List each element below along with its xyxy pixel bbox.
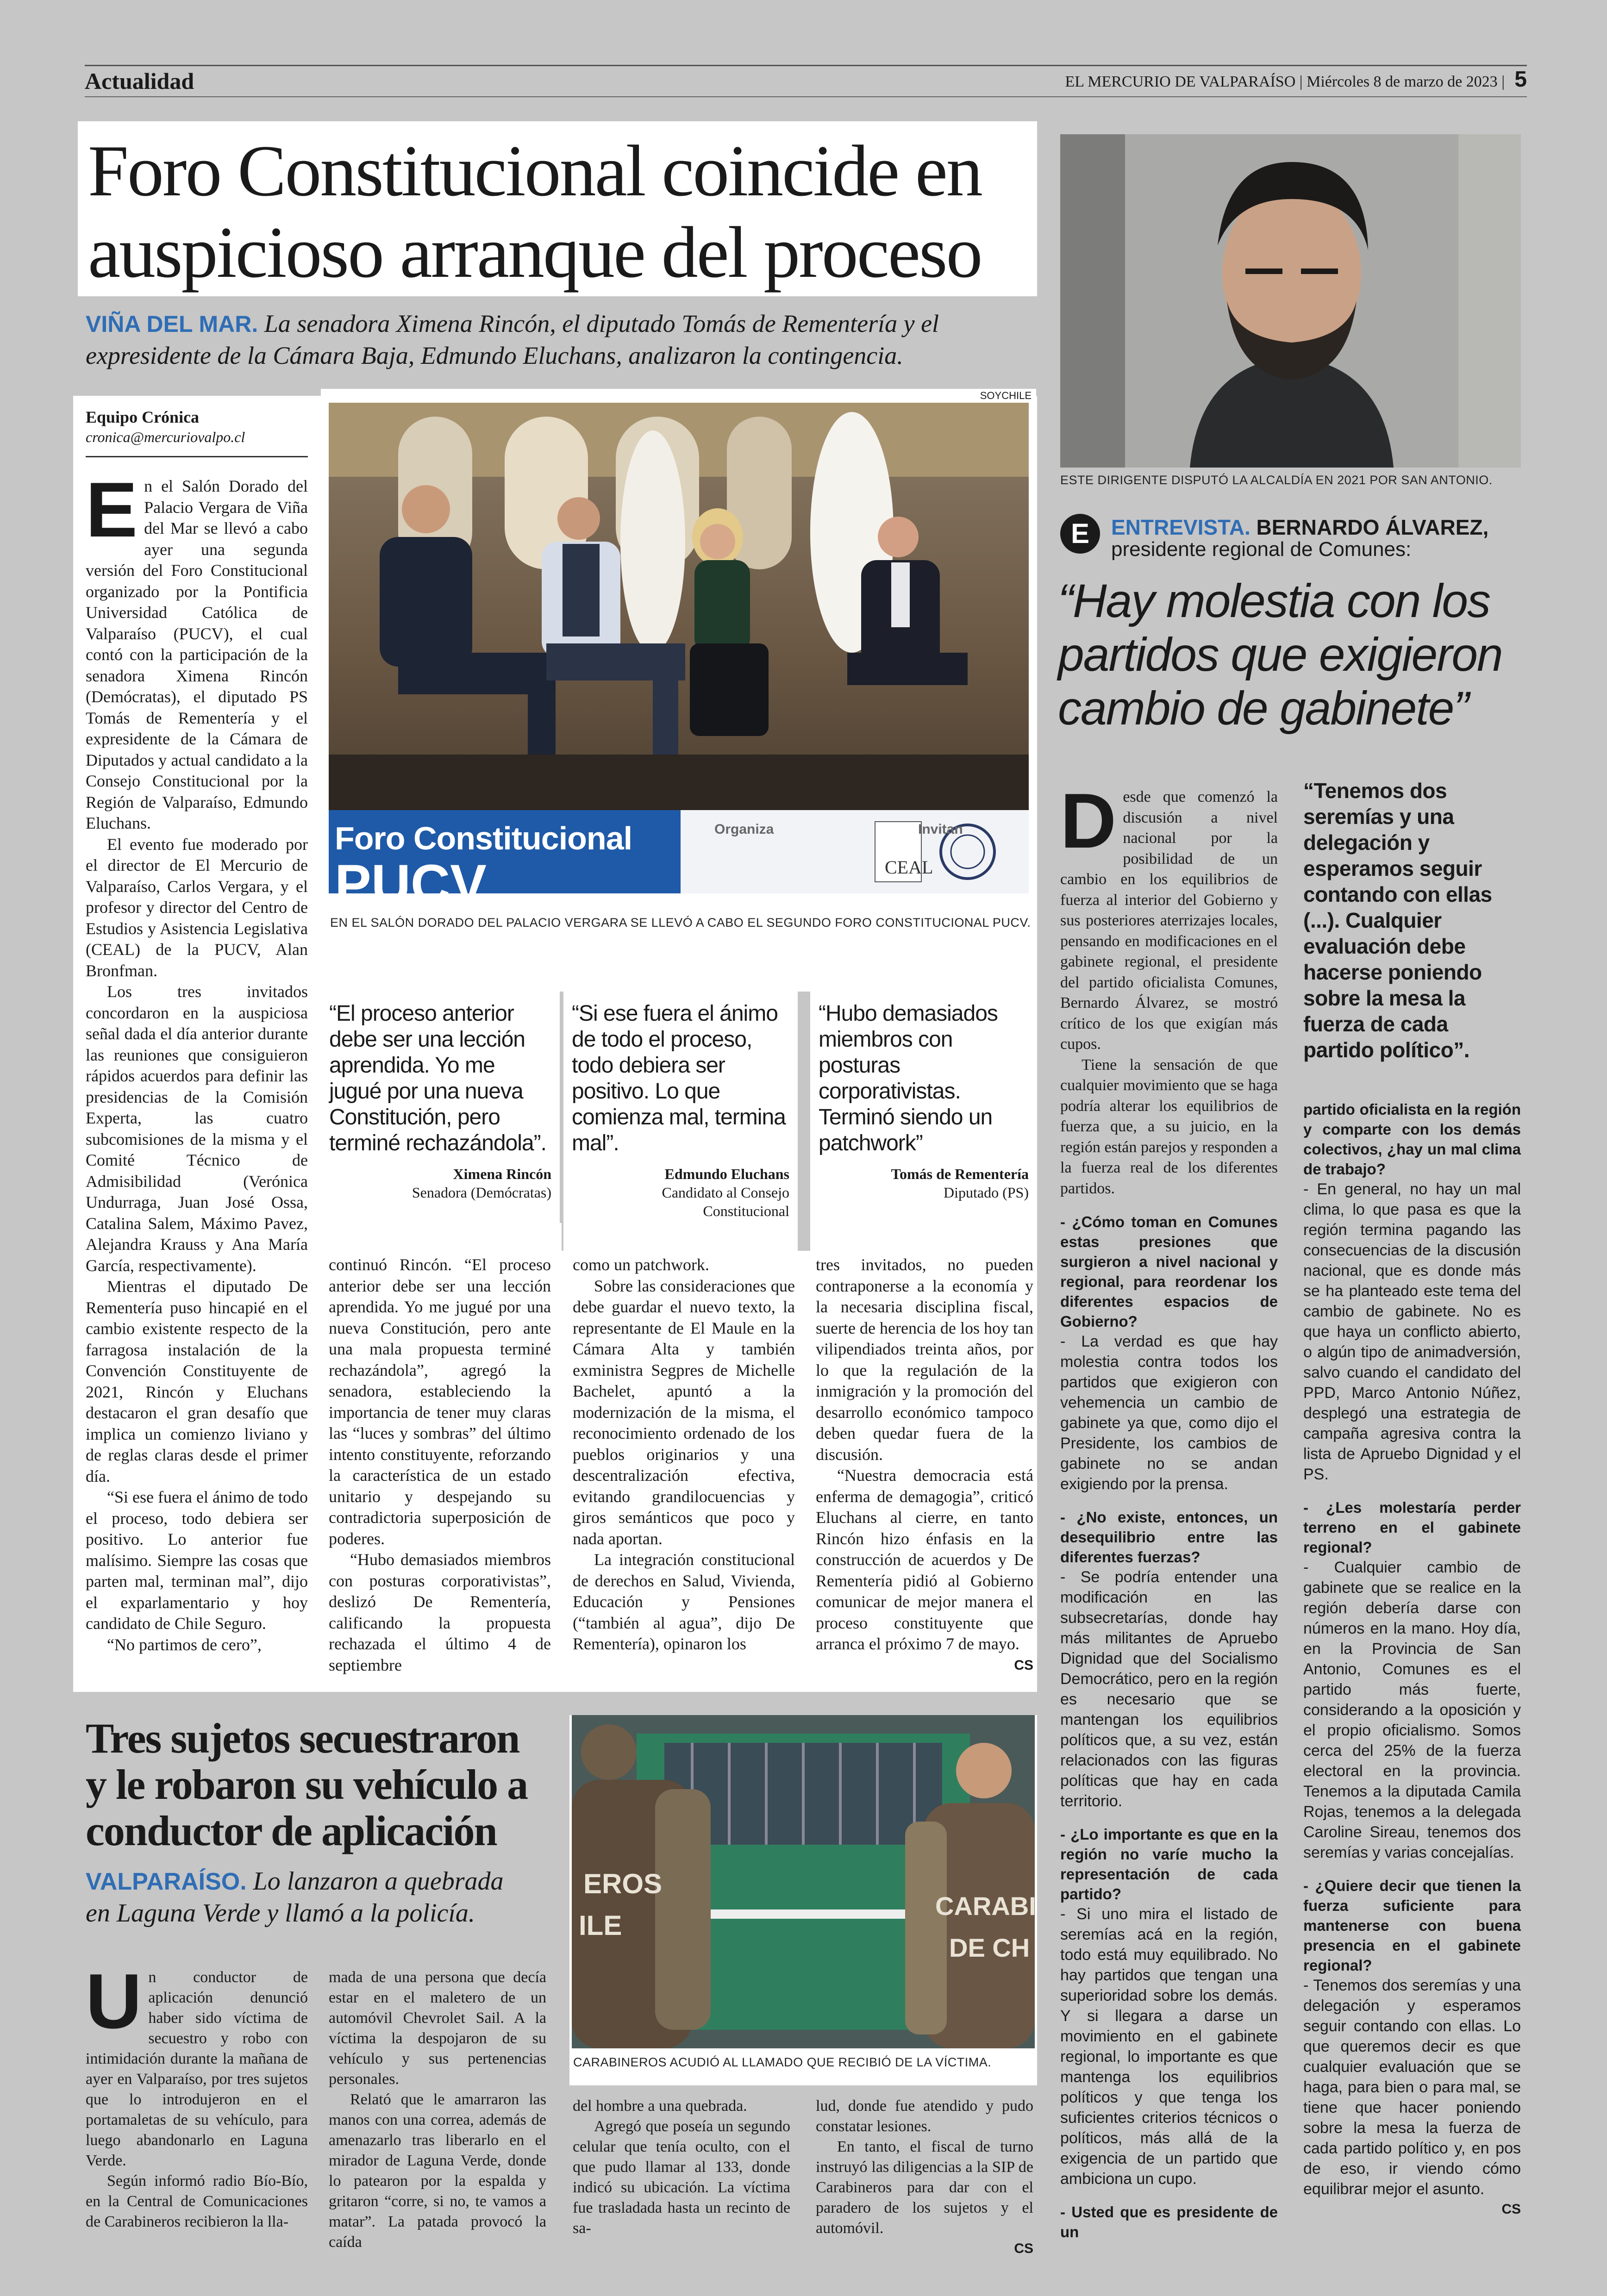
lead-place: VALPARAÍSO. <box>86 1868 247 1895</box>
quote-author-role: Diputado (PS) <box>944 1184 1029 1201</box>
page-number: 5 <box>1514 67 1527 92</box>
quote-divider <box>798 992 810 1251</box>
article2-column-3 <box>573 2096 790 2239</box>
quote-box-rincon <box>321 992 562 1223</box>
article2-column-2 <box>329 1967 546 2252</box>
masthead-info <box>1065 73 1505 91</box>
kicker-role: presidente regional de Comunes: <box>1111 538 1412 561</box>
headline-line: conductor de aplicación <box>86 1807 497 1854</box>
article1-column-4 <box>816 1254 1033 1676</box>
headline-line: auspicioso arranque del proceso <box>88 212 982 293</box>
paragraph: “Si ese fuera el ánimo de todo el proceso, todo debiera ser positivo. Lo anterior fue malísimo. Siempre las cosas que parten mal, terminan mal”, dijo el exparlamentario y hoy candidato de Chile Seguro. <box>86 1488 308 1633</box>
paragraph: como un patchwork. <box>573 1255 709 1274</box>
article2-lead <box>86 1866 563 1929</box>
vest-text: CARABI <box>935 1891 1036 1921</box>
headline-line: Tres sujetos secuestraron <box>86 1715 519 1762</box>
interview-column-2 <box>1303 1099 1521 2220</box>
kicker-name: BERNARDO ÁLVAREZ, <box>1256 515 1489 539</box>
quote-author: Edmundo Eluchans <box>664 1166 789 1182</box>
photo-caption: CARABINEROS ACUDIÓ AL LLAMADO QUE RECIBIÓ DE LA VÍCTIMA. <box>573 2055 992 2069</box>
quote-box-eluchans <box>563 992 798 1242</box>
lead-text: Lo lanzaron a quebrada <box>253 1867 504 1896</box>
banner-title-line1: Foro Constitucional <box>335 820 632 856</box>
article2-photo-frame <box>569 1715 1037 2085</box>
paragraph: esde que comenzó la discusión a nivel nacional por la posibilidad de un cambio en los equilibrios de fuerza al interior del Gobierno y sus posteriores aterrizajes locales, pensando en modificaciones en el gabinete regional, el presidente del partido oficialista Comunes, Bernardo Álvarez, se mostró crítico de los que exigían más cupos. <box>1060 788 1278 1053</box>
interview-question: - ¿Les molestaría perder terreno en el gabinete regional? <box>1303 1499 1521 1556</box>
lead-text: La senadora Ximena Rincón, el diputado Tomás de Rementería y el <box>264 310 939 337</box>
newspaper-name: EL MERCURIO DE VALPARAÍSO <box>1065 73 1296 90</box>
bernardo-alvarez-photo <box>1060 134 1521 468</box>
byline-rule <box>86 456 308 457</box>
headline-line: “Hay molestia con los <box>1058 574 1490 627</box>
paragraph: Sobre las consideraciones que debe guardar el nuevo texto, la representante de El Maule en la Cámara Alta y también exministra Segpres de Michelle Bachelet, apuntó a la modernización de la misma, el reconocimiento ordenado de los pueblos originarios y una descentralización efectiva, evitando grandilocuencias y giros semánticos que poco y nada aportan. <box>573 1276 795 1548</box>
paragraph: Tiene la sensación de que cualquier movimiento que se haga podría alterar los equilibrios de fuerza que, a su juicio, en la región están parejos y responden a la fuerza real de los diferentes partidos. <box>1060 1056 1278 1197</box>
quote-text: “Si ese fuera el ánimo de todo el proceso, todo debiera ser positivo. Lo que comienza mal, termina mal”. <box>572 1001 786 1155</box>
paragraph: La integración constitucional de derechos en Salud, Vivienda, Educación y Pensiones (“también al agua”, dijo De Rementería), opinaron los <box>573 1550 795 1653</box>
quote-author: Tomás de Rementería <box>891 1166 1029 1182</box>
section-name: Actualidad <box>85 68 194 94</box>
paragraph: n conductor de aplicación denunció haber sido víctima de secuestro y robo con intimidación durante la mañana de ayer en Valparaíso, por tres sujetos que lo introdujeron en el portamaletas de su vehículo, para luego abandonarlo en Laguna Verde. <box>86 1969 308 2169</box>
quote-author: Ximena Rincón <box>453 1166 551 1182</box>
vest-text: EROS <box>583 1868 663 1899</box>
article1-column-2 <box>329 1254 551 1676</box>
paragraph: “Hubo demasiados miembros con posturas corporativistas”, deslizó De Rementería, calificando la propuesta rechazada el último 4 de septiembre <box>329 1550 551 1674</box>
banner-title-line2: PUCV <box>335 854 487 915</box>
headline-line: Foro Constitucional coincide en <box>88 131 982 212</box>
ceal-logo: CEAL <box>885 857 933 878</box>
paragraph: Los tres invitados concordaron en la auspiciosa señal dada el día anterior durante las reuniones que consiguieron rápidos acuerdos para definir las presidencias de la Comisión Experta, las cuatro subcomisiones de la misma y el Comité Técnico de Admisibilidad (Verónica Undurraga, Juan José Ossa, Catalina Salem, Máximo Pavez, Alejandra Krauss y Ana María García, respectivamente). <box>86 982 308 1275</box>
paragraph: Según informó radio Bío-Bío, en la Central de Comunicaciones de Carabineros recibieron la lla- <box>86 2172 308 2230</box>
paragraph: Mientras el diputado De Rementería puso hincapié en el cambio existente respecto de la farragosa instalación de la Convención Constituyente de 2021, Rincón y Eluchans destacaron el gran desafío que implica un comienzo liviano y de reglas claras desde el primer día. <box>86 1277 308 1485</box>
paragraph: del hombre a una quebrada. <box>573 2097 747 2115</box>
paragraph: lud, donde fue atendido y pudo constatar lesiones. <box>816 2097 1033 2135</box>
paragraph: En tanto, el fiscal de turno instruyó las diligencias a la SIP de Carabineros para dar con el paradero de los sujetos y el automóvil. <box>816 2138 1033 2237</box>
interview-question: - ¿Cómo toman en Comunes estas presiones que surgieron a nivel nacional y regional, para reordenar los diferentes espacios de Gobierno? <box>1060 1213 1278 1330</box>
kicker-label: ENTREVISTA. <box>1111 515 1251 539</box>
separator: | <box>1501 73 1505 90</box>
column-text <box>86 466 308 1655</box>
photo-caption: EN EL SALÓN DORADO DEL PALACIO VERGARA SE LLEVÓ A CABO EL SEGUNDO FORO CONSTITUCIONAL PUCV. <box>330 916 1031 930</box>
article1-column-3 <box>573 1254 795 1655</box>
banner-invitan: Invitan <box>918 822 963 837</box>
page-header <box>85 65 1527 97</box>
interview-question: - ¿No existe, entonces, un desequilibrio entre las diferentes fuerzas? <box>1060 1509 1278 1566</box>
header-bottom-rule <box>85 96 1527 97</box>
paragraph: mada de una persona que decía estar en el maletero de un automóvil Chevrolet Sail. A la víctima la despojaron de su vehículo y sus pertenencias personales. <box>329 1969 546 2088</box>
interview-question: - Usted que es presidente de un <box>1060 2203 1278 2240</box>
interview-answer: - Tenemos dos seremías y una delegación y esperamos seguir contando con ellas. Lo que queremos decir es que cualquier evaluación que se haga, para bien o para mal, se tiene que hacer poniendo sobre la mesa la fuerza de cada partido político y, en pos de eso, ir viendo cómo equilibrar mejor el asunto. <box>1303 1977 1521 2198</box>
article2-column-4 <box>816 2096 1033 2259</box>
quote-text: “Hubo demasiados miembros con posturas corporativistas. Terminó siendo un patchwork” <box>819 1001 998 1155</box>
paragraph: “Nuestra democracia está enferma de demagogia”, criticó Eluchans al cierre, en tanto Rincón hizo énfasis en la construcción de acuerdos y De Rementería pidió al Gobierno comunicar de mejor manera el proceso constituyente que arranca el próximo 7 de mayo. <box>816 1466 1033 1653</box>
article1-headline-box <box>78 121 1037 296</box>
paragraph: El evento fue moderado por el director de El Mercurio de Valparaíso, Carlos Vergara, y el profesor y director del Centro de Estudios y Asistencia Legislativa (CEAL) de la PUCV, Alan Bronfman. <box>86 835 308 980</box>
lead-text: expresidente de la Cámara Baja, Edmundo Eluchans, analizaron la contingencia. <box>86 342 903 369</box>
quote-divider <box>562 992 563 1251</box>
paragraph: tres invitados, no pueden contraponerse a la economía y la necesaria disciplina fiscal, suerte de herencia de los hoy tan vilipendiados treinta años, por lo que la regulación de la inmigración y la promoción del desarrollo económico tampoco deben quedar fuera de la discusión. <box>816 1255 1033 1464</box>
paragraph: Relató que le amarraron las manos con una correa, además de amenazarlo tras liberarlo en el mirador de Laguna Verde, donde lo patearon por la espalda y gritaron “corre, si no, te vamos a matar”. La patada provocó la caída <box>329 2091 546 2251</box>
headline-line: y le robaron su vehículo a <box>86 1761 528 1808</box>
quote-author-role: Candidato al Consejo Constitucional <box>662 1184 789 1219</box>
interview-badge-icon: E <box>1060 514 1100 554</box>
separator: | <box>1299 73 1307 90</box>
quote-text: “El proceso anterior debe ser una lección aprendida. Yo me jugué por una nueva Constitución, pero terminé rechazándola”. <box>329 1001 546 1155</box>
article2-headline <box>86 1715 567 1854</box>
paragraph: n el Salón Dorado del Palacio Vergara de Viña del Mar se llevó a cabo ayer una segunda versión del Foro Constitucional organizado por la Pontificia Universidad Católica de Valparaíso (PUCV), el cual contó con la participación de la senadora Ximena Rincón (Demócratas), el diputado PS Tomás de Rementería y el expresidente de la Cámara de Diputados y actual candidato a la Consejo Constitucional por la Región de Valparaíso, Edmundo Eluchans. <box>86 477 308 832</box>
interview-answer: - Cualquier cambio de gabinete que se realice en la región debería darse con números en la mano. Hoy día, en la Provincia de San Antonio, Comunes es el partido más fuerte, considerando a la oposición y el propio oficialismo. Somos cerca del 25% de la fuerza electoral en la provincia. Tenemos a la diputada Camila Rojas, tenemos a la delegada Caroline Sireau, tenemos dos seremías y varias concejalías. <box>1303 1559 1521 1861</box>
byline-name: Equipo Crónica <box>86 408 200 426</box>
photo-credit: SOYCHILE <box>980 390 1032 401</box>
vest-text: ILE <box>579 1910 622 1941</box>
paragraph: continuó Rincón. “El proceso anterior debe ser una lección aprendida. Yo me jugué por una nueva Constitución, pero ante una mala propuesta terminé rechazándola”, agregó la senadora, estableciendo la importancia de tener muy claras las “luces y sombras” del último intento constituyente, reforzando la característica de un estado unitario y despejando su contradictoria superposición de poderes. <box>329 1255 551 1548</box>
paragraph: Agregó que poseía un segundo celular que tenía oculto, con el que pudo llamar al 133, donde indicó su ubicación. La víctima fue trasladada hasta un recinto de sa- <box>573 2118 790 2237</box>
interview-photo-frame <box>1060 134 1521 468</box>
drop-cap: U <box>86 1958 142 2045</box>
lead-place: VIÑA DEL MAR. <box>86 311 258 337</box>
article1-headline <box>88 131 982 293</box>
interview-answer: - La verdad es que hay molestia contra todos los partidos que exigieron con vehemencia un cambio de gabinete ya que, como dijo el Presidente, los cambios de gabinete no se andan exigiendo por la prensa. <box>1060 1333 1278 1493</box>
paragraph: “No partimos de cero”, <box>107 1635 262 1654</box>
interview-pull-quote: “Tenemos dos seremías y una delegación y esperamos seguir contando con ellas (...). Cualquier evaluación debe hacerse poniendo sobre la mesa la fuerza de cada partido político”. <box>1303 779 1492 1062</box>
end-mark-icon: CS <box>1014 2241 1033 2256</box>
interview-headline <box>1058 574 1526 735</box>
end-mark-icon: CS <box>1014 1657 1033 1673</box>
article2-column-1 <box>86 1958 308 2232</box>
byline-email: cronica@mercuriovalpo.cl <box>86 429 245 445</box>
interview-question: partido oficialista en la región y comparte con los demás colectivos, ¿hay un mal clima de trabajo? <box>1303 1101 1521 1178</box>
interview-photo-caption: ESTE DIRIGENTE DISPUTÓ LA ALCALDÍA EN 2021 POR SAN ANTONIO. <box>1060 473 1493 487</box>
quote-box-rementeria <box>810 992 1037 1232</box>
headline-line: partidos que exigieron <box>1058 628 1502 681</box>
article1-photo-frame <box>321 389 1036 947</box>
interview-column-1 <box>1060 777 1278 2242</box>
interview-answer: - En general, no hay un mal clima, lo que pasa es que la región termina pagando las consecuencias de la discusión nacional, que es donde más se ha planteado este tema del cambio de gabinete. No es que haya un conflicto abierto, o algún tipo de animadversión, salvo cuando el candidato del PPD, Marco Antonio Núñez, desplegó una estrategia de campaña agresiva contra la lista de Apruebo Dignidad y el PS. <box>1303 1180 1521 1483</box>
lead-text: en Laguna Verde y llamó a la policía. <box>86 1899 475 1928</box>
interview-question: - ¿Quiere decir que tienen la fuerza suficiente para mantenerse con buena presencia en el gabinete regional? <box>1303 1877 1521 1974</box>
interview-answer: - Si uno mira el listado de seremías acá en la región, todo está muy equilibrado. No hay partidos que tengan una superioridad sobre los demás. Y si llegara a darse un movimiento en el gabinete regional, lo importante es que mantenga los equilibrios políticos y que tenga los suficientes criterios técnicos o políticos, más allá de la exigencia de un partido que ambiciona un cupo. <box>1060 1905 1278 2188</box>
issue-date: Miércoles 8 de marzo de 2023 <box>1307 73 1498 90</box>
banner-organiza: Organiza <box>714 822 774 837</box>
end-mark-icon: CS <box>1501 2202 1521 2217</box>
interview-answer: - Se podría entender una modificación en las subsecretarías, donde hay más militantes de Apruebo Dignidad que del Socialismo Democrático, pero en la región es necesario que se mantengan los equilibrios políticos que, a su vez, están relacionados con las figuras políticas que hay en cada territorio. <box>1060 1568 1278 1810</box>
drop-cap: D <box>1060 777 1117 864</box>
drop-cap: E <box>86 466 138 553</box>
article1-lead <box>86 308 1037 377</box>
article1-column-1 <box>86 407 308 1685</box>
header-top-rule <box>85 65 1527 66</box>
quote-author-role: Senadora (Demócratas) <box>412 1184 551 1201</box>
interview-question: - ¿Lo importante es que en la región no varíe mucho la representación de cada partido? <box>1060 1826 1278 1903</box>
headline-line: cambio de gabinete” <box>1058 682 1469 735</box>
vest-text: DE CH <box>949 1933 1030 1962</box>
forum-panel-photo <box>329 403 1029 893</box>
